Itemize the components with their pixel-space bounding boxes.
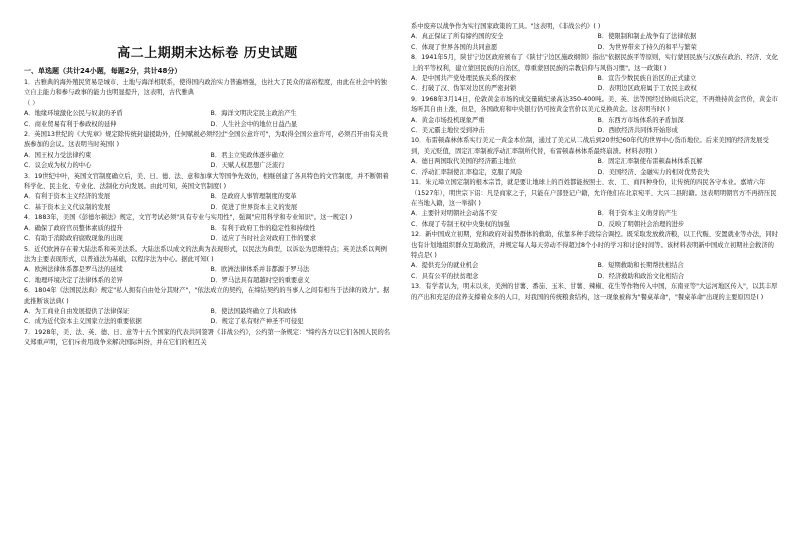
option-item[interactable]: B．君主立宪政体逐步确立 <box>210 151 285 159</box>
option-item[interactable]: A．提供充分的就业机会 <box>411 262 479 270</box>
option-item[interactable]: D．罗马法具有超越时空的重要意义 <box>210 276 310 284</box>
left-column <box>24 22 391 560</box>
option-item[interactable]: C．体现了专制王权中央集权的加强 <box>411 220 510 228</box>
option-list <box>411 157 778 178</box>
option-item[interactable]: A．为工商业自由发展提供了法律保证 <box>24 307 130 315</box>
question-stem: 12．新中国成立初期，党和政府对弱势群体的救助，依靠多种手段综合调控。既采取发放救济粮，以工代赈、安置就业等办法，同时也有计划地组织群众互助救济，并规定每人每天劳动不得超过8个小时的学习和讨论时间等。该材料表明新中国成立初期社会救济的特点是( ) <box>411 231 778 259</box>
question-item <box>411 95 778 137</box>
option-item[interactable]: A．真正保证了所有缔约国的安全 <box>411 33 504 41</box>
option-item[interactable]: D．西欧经济共同体开始形成 <box>597 127 678 135</box>
option-list <box>411 116 778 137</box>
answer-parenthesis: （ ） <box>24 99 39 107</box>
option-item[interactable]: C．议会成为权力的中心 <box>24 162 92 170</box>
question-item <box>24 172 391 214</box>
option-item[interactable]: B．东西方市场体系的矛盾加深 <box>597 116 684 124</box>
question-stem: 6．1804年《法国民法典》规定"私人拥有自由处分其财产"，"依法成立的契约，在缔结契约的当事人之间有相当于法律的效力"。据此推断该法典( ) <box>24 287 390 305</box>
section-heading: 一、单选题（共计24小题，每题2分，共计48分） <box>24 67 182 75</box>
option-item[interactable]: B．有利于政府工作的稳定性和持续性 <box>210 224 316 232</box>
question-stem: 1．古雅典的海外殖民贸易是城市、土地与海洋相联系，使得国内政治实力普遍增强，也社大了民众的富裕程度，由此在社会中的独立自主能力和参与政事的能力也明显提升，这表明，古代雅典 <box>24 79 387 97</box>
question-stem: 4．1883年，美国《彭德尔顿法》规定，文官考试必须"具有专业与实用性"，强调"应用科学和专业知识"。这一规定( ) <box>24 214 353 222</box>
option-list <box>24 151 391 172</box>
question-stem: 3．19世纪中叶，英国文官制度确立后，美、日、德、法、意和加拿大等国争先效仿，相继创建了各具特色的文官制度，并不断朝着科学化、民主化、专业化、法制化方向发展。由此可知，英国文官制度( ) <box>24 172 389 191</box>
option-item[interactable]: C．打破了汉、伪军对边区的严密封锁 <box>411 85 517 93</box>
option-item[interactable]: D．促进了世界资本主义的发展 <box>210 203 298 211</box>
option-item[interactable]: A．欧洲法律体系都是罗马法的延续 <box>24 266 123 274</box>
option-item[interactable]: B．固定汇率制使布雷顿森林体系瓦解 <box>597 158 703 166</box>
option-item[interactable]: A．有利于资本主义经济的发展 <box>24 193 111 201</box>
option-item[interactable]: D．天赋人权思想广泛流行 <box>210 162 285 170</box>
option-item[interactable]: B．海洋文明决定民主政治产生 <box>210 110 297 118</box>
option-item[interactable]: B．欧洲法律体系并非都源于罗马法 <box>210 266 310 274</box>
option-item[interactable]: D．反映了明朝社会治理的进步 <box>597 220 685 228</box>
option-item[interactable]: D．为世界带来了持久的和平与繁荣 <box>597 43 697 51</box>
option-item[interactable]: B．利于资本主义萌芽的产生 <box>597 210 678 218</box>
option-list <box>24 265 391 286</box>
question-item <box>24 130 391 172</box>
question-item <box>411 136 778 178</box>
option-item[interactable]: D．经济救助和政治文化相结合 <box>597 272 685 280</box>
question-item <box>411 230 778 282</box>
option-item[interactable]: C．基于资本主义代议制的发展 <box>24 203 111 211</box>
question-stem: 2．英国13世纪的《大宪章》规定除传统封建援助外，任何赋税必须经过"全国公意许可"，为取得全国公意许可，必须召开由有关贵族参加的会议。这表明当时英国( ) <box>24 131 389 149</box>
option-item[interactable]: D．表明边区政府属于工农民主政权 <box>597 85 697 93</box>
option-item[interactable]: C．有助于消除政府腐败现象的出现 <box>24 235 123 243</box>
option-item[interactable]: B．宣告少数民族自治区的正式建立 <box>597 75 697 83</box>
exam-title: 高二上期期末达标卷 历史试题 <box>117 46 298 61</box>
left-question-list <box>24 78 391 349</box>
option-item[interactable]: D．美国经济、金融实力的相对优势丧失 <box>597 168 710 176</box>
option-item[interactable]: C．地理环境决定了法律体系的差异 <box>24 276 123 284</box>
option-list <box>24 109 391 130</box>
option-item[interactable]: A．地缘环境激化公民与奴隶的矛盾 <box>24 110 123 118</box>
question-stem: 13．有学者认为，明末以来，美洲的甘薯、番茄、玉米、甘薯、辣椒、花生等作物传入中国，东南亚等"大运河地区传入"，以其丰厚的产出和充足的营养支撑着众多的人口，对我国的传统粮食结构，这一现象被称为"餐桌革命"，"餐桌革命"出现的主要原因是( ) <box>411 283 778 301</box>
option-list <box>24 307 391 328</box>
question-item <box>411 282 778 303</box>
option-list <box>24 224 391 245</box>
option-item[interactable]: B．使限制和制止战争有了法律依据 <box>597 33 697 41</box>
option-item[interactable]: B．使法国最终确立了共和政体 <box>210 307 297 315</box>
right-question-list <box>411 22 778 303</box>
option-item[interactable]: D．适应了当时社会对政府工作的要求 <box>210 235 317 243</box>
option-item[interactable]: C．浮动汇率制使汇率稳定，克服了风险 <box>411 168 523 176</box>
option-item[interactable]: D．人生社会中的地位日益凸显 <box>210 120 298 128</box>
option-item[interactable]: C．美元霸主地位受到冲击 <box>411 127 485 135</box>
option-list <box>411 261 778 282</box>
question-stem: 5．近代欧洲存在着大陆法系和英美法系。大陆法系以成文的法典为表现形式，以民法为典型，以诉讼为思维特点；英美法系以判例法为主要表现形式，以普通法为基础，以程序法为中心。据此可知( ) <box>24 245 387 263</box>
option-list <box>411 74 778 95</box>
option-item[interactable]: C．体现了世界各国的共同意愿 <box>411 43 498 51</box>
question-item <box>24 245 391 287</box>
option-item[interactable]: C．商业贸易有利于参政权的延伸 <box>24 120 117 128</box>
question-item <box>24 213 391 244</box>
option-list <box>411 209 778 230</box>
question-item <box>411 53 778 95</box>
option-item[interactable]: A．国王权力受法律约束 <box>24 151 92 159</box>
option-item[interactable]: C．具有公平的扶贫理念 <box>411 272 479 280</box>
option-item[interactable]: B．是政府人事管理制度的变革 <box>210 193 297 201</box>
question-item <box>24 328 391 349</box>
question-item <box>24 286 391 328</box>
option-item[interactable]: A．确保了政府官员整体素质的提升 <box>24 224 123 232</box>
option-item[interactable]: A．黄金市场投机现象严重 <box>411 116 485 124</box>
option-item[interactable]: A．主要针对明朝社会动荡不安 <box>411 210 498 218</box>
option-list <box>24 192 391 213</box>
option-item[interactable]: D．规定了私有财产神圣不可侵犯 <box>210 318 304 326</box>
question-stem: 10．布雷顿森林体系实行美元一黄金本位制，通过了美元从二战后到20世纪60年代的世界中心货币地位。后来美国的经济发展受到，美元贬值，固定汇率制被浮动汇率制所代替，布雷顿森林体系最终崩溃。材料表明( ) <box>411 137 769 155</box>
question-stem: 系中废弃以战争作为实行国家政策的工具。"这表明，《非战公约》( ) <box>411 23 601 30</box>
question-item <box>411 178 778 230</box>
right-column <box>411 22 778 560</box>
question-stem: 7．1928年，美、法、英、德、日、意等十五个国家的代表共同签署《非战公约》，公约第一条规定："缔约各方以它们各国人民的名义郑重声明，它们斥责用战争来解决国际纠纷，并在它们的相互关 <box>24 328 391 347</box>
question-stem: 11．朱元璋立国定制的根本宗旨，就是要让地球上的百姓都能按照士、农、工、商四种身份，让传统的四民各守本业。嘉靖六年（1527年），明世宗下诏：凡是商家之子，只能在户部登记户籍，允许他们在北京宛平、大兴二县附籍。这表明明朝官方不再挤压民在当地入籍，这一举措( ) <box>411 179 777 207</box>
question-stem: 8．1941年5月，陕甘宁边区政府颁布了《陕甘宁边区施政纲领》指出"依据民族平等原则，实行蒙回民族与汉族在政治、经济、文化上的平等权利，建立蒙回民族的自治区，尊重蒙回民族的宗教信仰与风俗习惯"。这一政策( ) <box>411 54 778 72</box>
option-item[interactable]: A．德日两国取代美国的经济霸主地位 <box>411 158 517 166</box>
option-item[interactable]: A．是中国共产党处理民族关系的探索 <box>411 75 517 83</box>
question-item <box>24 78 391 130</box>
option-list <box>411 32 778 53</box>
option-item[interactable]: C．成为近代资本主义国家立法的重要依据 <box>24 318 142 326</box>
question-stem: 9．1968年3月14日，伦敦黄金市场的成交量破纪录高达350-400吨。美、英、法等国经过协商后决定，不再维持黄金官价，黄金市场听其自由上涨，但是，各国政府和中央银行仍可按黄金官价以美元兑换黄金。这表明当时( ) <box>411 95 778 114</box>
question-item <box>411 22 778 53</box>
option-item[interactable]: B．短期救助和长期帮扶相结合 <box>597 262 684 270</box>
